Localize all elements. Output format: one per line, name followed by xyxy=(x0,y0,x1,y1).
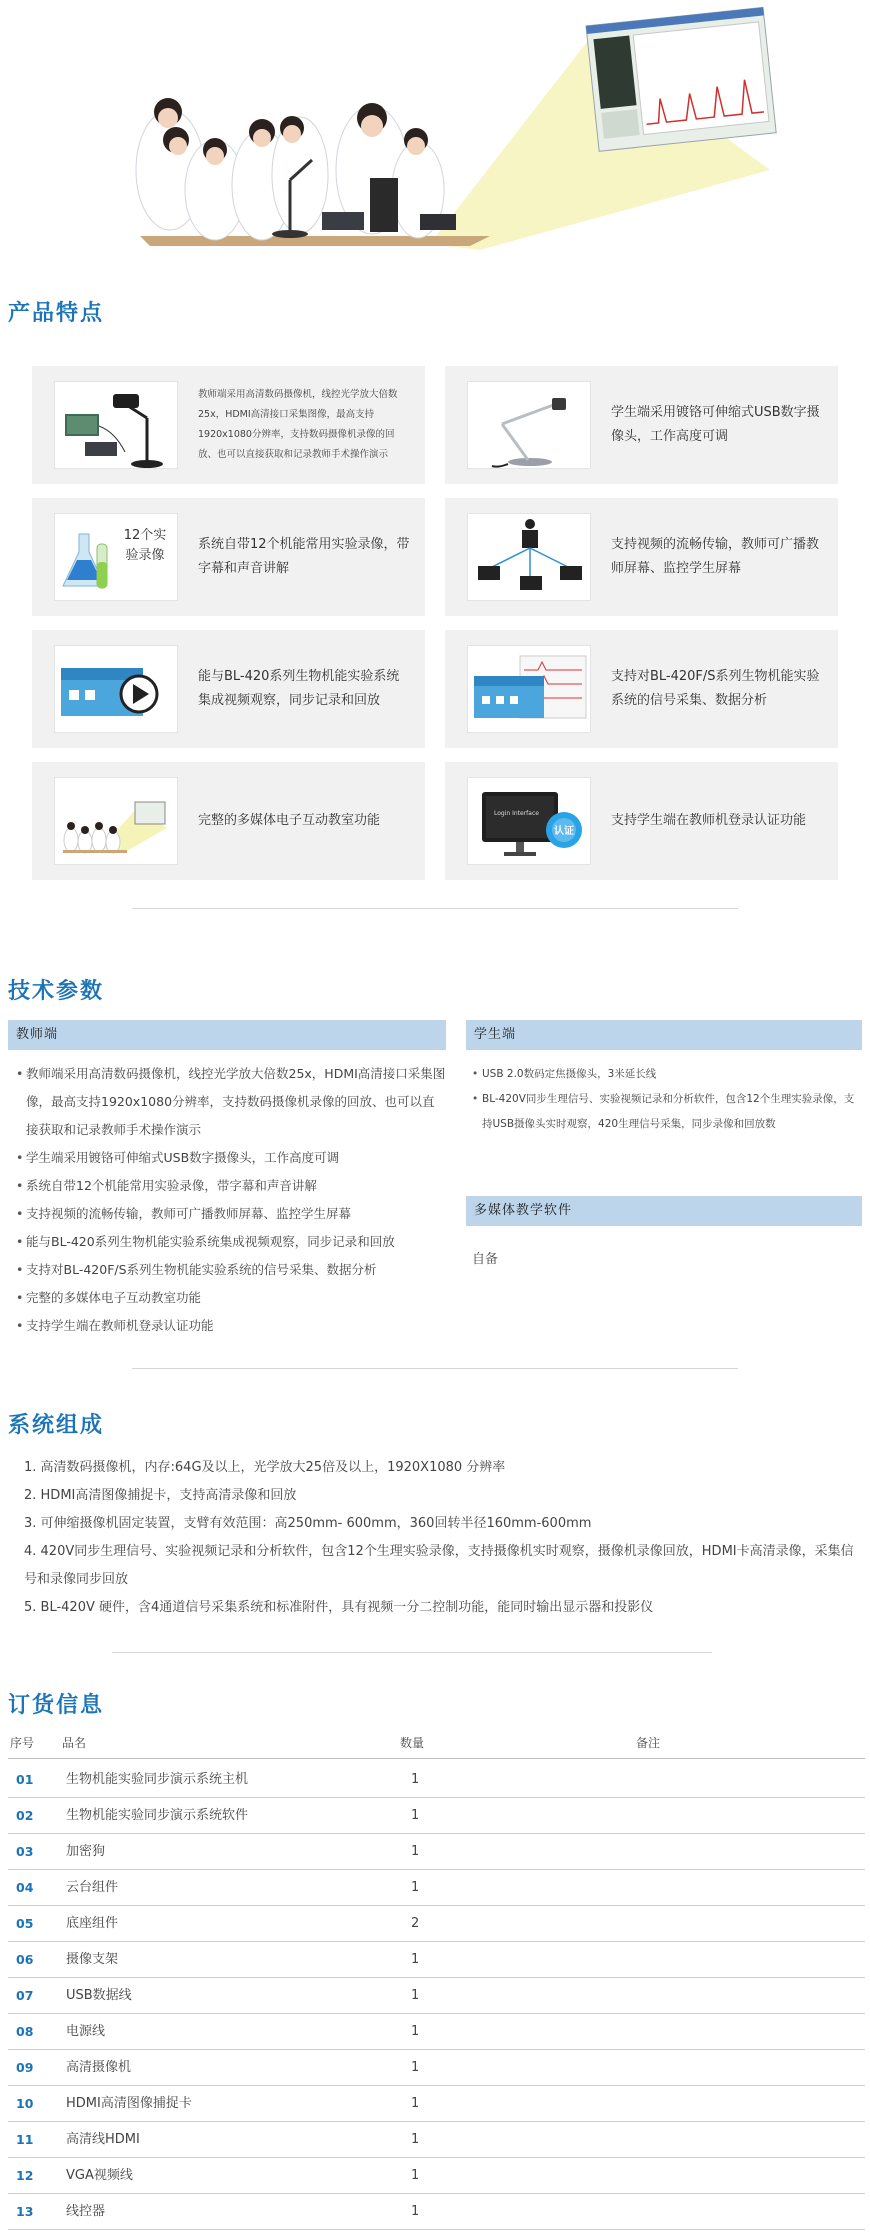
table-row xyxy=(8,1906,865,1942)
list-item: 5. BL-420V 硬件，含4通道信号采集系统和标准附件，具有视频一分二控制功能，能同时输出显示器和投影仪 xyxy=(24,1600,654,1615)
table-row xyxy=(8,2086,865,2122)
signal-device-icon xyxy=(467,645,591,733)
row-no: 03 xyxy=(16,1844,34,1859)
feature-card xyxy=(445,498,838,616)
feature-text: 支持视频的流畅传输，教师可广播教师屏幕、监控学生屏幕 xyxy=(611,537,820,576)
list-item: 4. 420V同步生理信号、实验视频记录和分析软件，包含12个生理实验录像，支持摄像机实时观察，摄像机录像回放，HDMI卡高清录像，采集信号和录像同步回放 xyxy=(24,1544,854,1587)
row-name: 加密狗 xyxy=(66,1844,106,1859)
row-name: 生物机能实验同步演示系统软件 xyxy=(66,1808,249,1823)
list-item: • 系统自带12个机能常用实验录像，带字幕和声音讲解 xyxy=(16,1172,446,1200)
student-header: 学生端 xyxy=(466,1020,862,1050)
feature-card xyxy=(445,366,838,484)
row-qty: 1 xyxy=(411,1880,420,1895)
hero-banner xyxy=(0,0,870,270)
table-row xyxy=(8,1762,865,1798)
row-no: 05 xyxy=(16,1916,34,1931)
list-item: • BL-420V同步生理信号、实验视频记录和分析软件，包含12个生理实验录像，支持USB摄像头实时观察，420生理信号采集，同步录像和回放数 xyxy=(472,1087,860,1137)
row-no: 09 xyxy=(16,2060,34,2075)
col-header-name: 品名 xyxy=(62,1736,87,1750)
feature-text: 支持对BL-420F/S系列生物机能实验系统的信号采集、数据分析 xyxy=(611,669,820,708)
feature-text: 完整的多媒体电子互动教室功能 xyxy=(198,813,381,828)
row-qty: 2 xyxy=(411,1916,420,1931)
list-item: • 支持对BL-420F/S系列生物机能实验系统的信号采集、数据分析 xyxy=(16,1256,446,1284)
row-qty: 1 xyxy=(411,1808,420,1823)
table-header-line xyxy=(8,1758,865,1759)
features-title: 产品特点 xyxy=(8,301,105,326)
row-qty: 1 xyxy=(411,2132,420,2147)
list-item: • USB 2.0数码定焦摄像头，3米延长线 xyxy=(472,1062,860,1087)
row-name: 底座组件 xyxy=(66,1916,119,1931)
table-row xyxy=(8,2050,865,2086)
usb-camera-lamp-icon xyxy=(467,381,591,469)
row-no: 06 xyxy=(16,1952,34,1967)
hd-camera-kit-icon xyxy=(54,381,178,469)
section-divider xyxy=(112,1652,712,1653)
hero-illustration xyxy=(0,0,870,270)
section-divider xyxy=(132,908,738,909)
row-name: 高清摄像机 xyxy=(66,2060,132,2075)
order-title: 订货信息 xyxy=(8,1693,105,1718)
list-item: • 能与BL-420系列生物机能实验系统集成视频观察，同步记录和回放 xyxy=(16,1228,446,1256)
row-no: 13 xyxy=(16,2204,34,2219)
software-value: 自备 xyxy=(472,1252,499,1267)
params-title: 技术参数 xyxy=(8,979,105,1004)
row-qty: 1 xyxy=(411,2168,420,2183)
list-item: 3. 可伸缩摄像机固定装置，支臂有效范围：高250mm- 600mm，360回转半径160mm-600mm xyxy=(24,1516,592,1531)
row-name: 线控器 xyxy=(66,2204,106,2219)
table-row xyxy=(8,1942,865,1978)
monitor-text: Login Interface xyxy=(494,810,539,817)
row-qty: 1 xyxy=(411,2024,420,2039)
row-no: 02 xyxy=(16,1808,34,1823)
video-device-icon xyxy=(54,645,178,733)
software-header: 多媒体教学软件 xyxy=(466,1196,862,1226)
student-list xyxy=(472,1062,860,1137)
row-qty: 1 xyxy=(411,1772,420,1787)
lab-flasks-icon xyxy=(54,513,178,601)
row-qty: 1 xyxy=(411,2060,420,2075)
list-item: • 支持视频的流畅传输，教师可广播教师屏幕、监控学生屏幕 xyxy=(16,1200,446,1228)
col-header-remark: 备注 xyxy=(636,1736,661,1750)
list-item: • 学生端采用镀铬可伸缩式USB数字摄像头，工作高度可调 xyxy=(16,1144,446,1172)
section-divider xyxy=(132,1368,738,1369)
table-row xyxy=(8,2014,865,2050)
row-name: VGA视频线 xyxy=(66,2168,133,2183)
system-list xyxy=(24,1454,854,1622)
row-name: 摄像支架 xyxy=(66,1952,119,1967)
row-qty: 1 xyxy=(411,1952,420,1967)
flask-badge: 12个实验录像 xyxy=(123,528,167,563)
row-qty: 1 xyxy=(411,1988,420,2003)
row-no: 07 xyxy=(16,1988,34,2003)
table-row xyxy=(8,2158,865,2194)
login-monitor-icon xyxy=(467,777,591,865)
table-row xyxy=(8,1834,865,1870)
table-row xyxy=(8,1978,865,2014)
feature-card xyxy=(445,762,838,880)
teacher-header: 教师端 xyxy=(8,1020,446,1050)
feature-card xyxy=(32,366,425,484)
classroom-icon xyxy=(54,777,178,865)
row-no: 12 xyxy=(16,2168,34,2183)
row-name: 云台组件 xyxy=(66,1880,119,1895)
row-name: HDMI高清图像捕捉卡 xyxy=(66,2096,192,2111)
table-row xyxy=(8,2194,865,2230)
auth-badge: 认证 xyxy=(554,826,574,837)
row-name: USB数据线 xyxy=(66,1988,132,2003)
row-qty: 1 xyxy=(411,1844,420,1859)
row-no: 01 xyxy=(16,1772,34,1787)
feature-text: 能与BL-420系列生物机能实验系统集成视频观察，同步记录和回放 xyxy=(198,669,400,708)
row-name: 电源线 xyxy=(66,2024,106,2039)
feature-card xyxy=(445,630,838,748)
feature-card xyxy=(32,630,425,748)
feature-text: 学生端采用镀铬可伸缩式USB数字摄像头，工作高度可调 xyxy=(611,405,820,444)
col-header-no: 序号 xyxy=(10,1736,35,1750)
row-qty: 1 xyxy=(411,2096,420,2111)
feature-card xyxy=(32,498,425,616)
table-row xyxy=(8,2122,865,2158)
feature-text: 支持学生端在教师机登录认证功能 xyxy=(611,813,807,828)
col-header-qty: 数量 xyxy=(400,1736,425,1750)
row-name: 生物机能实验同步演示系统主机 xyxy=(66,1772,249,1787)
teacher-list xyxy=(16,1060,446,1340)
broadcast-network-icon xyxy=(467,513,591,601)
list-item: • 完整的多媒体电子互动教室功能 xyxy=(16,1284,446,1312)
table-row xyxy=(8,1798,865,1834)
list-item: • 支持学生端在教师机登录认证功能 xyxy=(16,1312,446,1340)
system-title: 系统组成 xyxy=(8,1413,105,1438)
row-name: 高清线HDMI xyxy=(66,2132,140,2147)
list-item: • 教师端采用高清数码摄像机，线控光学放大倍数25x，HDMI高清接口采集图像，最高支持1920x1080分辨率，支持数码摄像机录像的回放、也可以直接获取和记录教师手术操作演示 xyxy=(16,1060,446,1144)
row-no: 11 xyxy=(16,2132,34,2147)
row-no: 04 xyxy=(16,1880,34,1895)
feature-card xyxy=(32,762,425,880)
feature-text: 系统自带12个机能常用实验录像，带字幕和声音讲解 xyxy=(198,537,410,576)
table-row xyxy=(8,1870,865,1906)
row-no: 08 xyxy=(16,2024,34,2039)
list-item: 2. HDMI高清图像捕捉卡，支持高清录像和回放 xyxy=(24,1488,297,1503)
row-no: 10 xyxy=(16,2096,34,2111)
feature-text: 教师端采用高清数码摄像机，线控光学放大倍数25x，HDMI高清接口采集图像，最高支持1920x1080分辨率，支持数码摄像机录像的回放、也可以直接获取和记录教师手术操作演示 xyxy=(198,389,398,460)
row-qty: 1 xyxy=(411,2204,420,2219)
list-item: 1. 高清数码摄像机，内存:64G及以上，光学放大25倍及以上，1920X1080 分辨率 xyxy=(24,1460,506,1475)
